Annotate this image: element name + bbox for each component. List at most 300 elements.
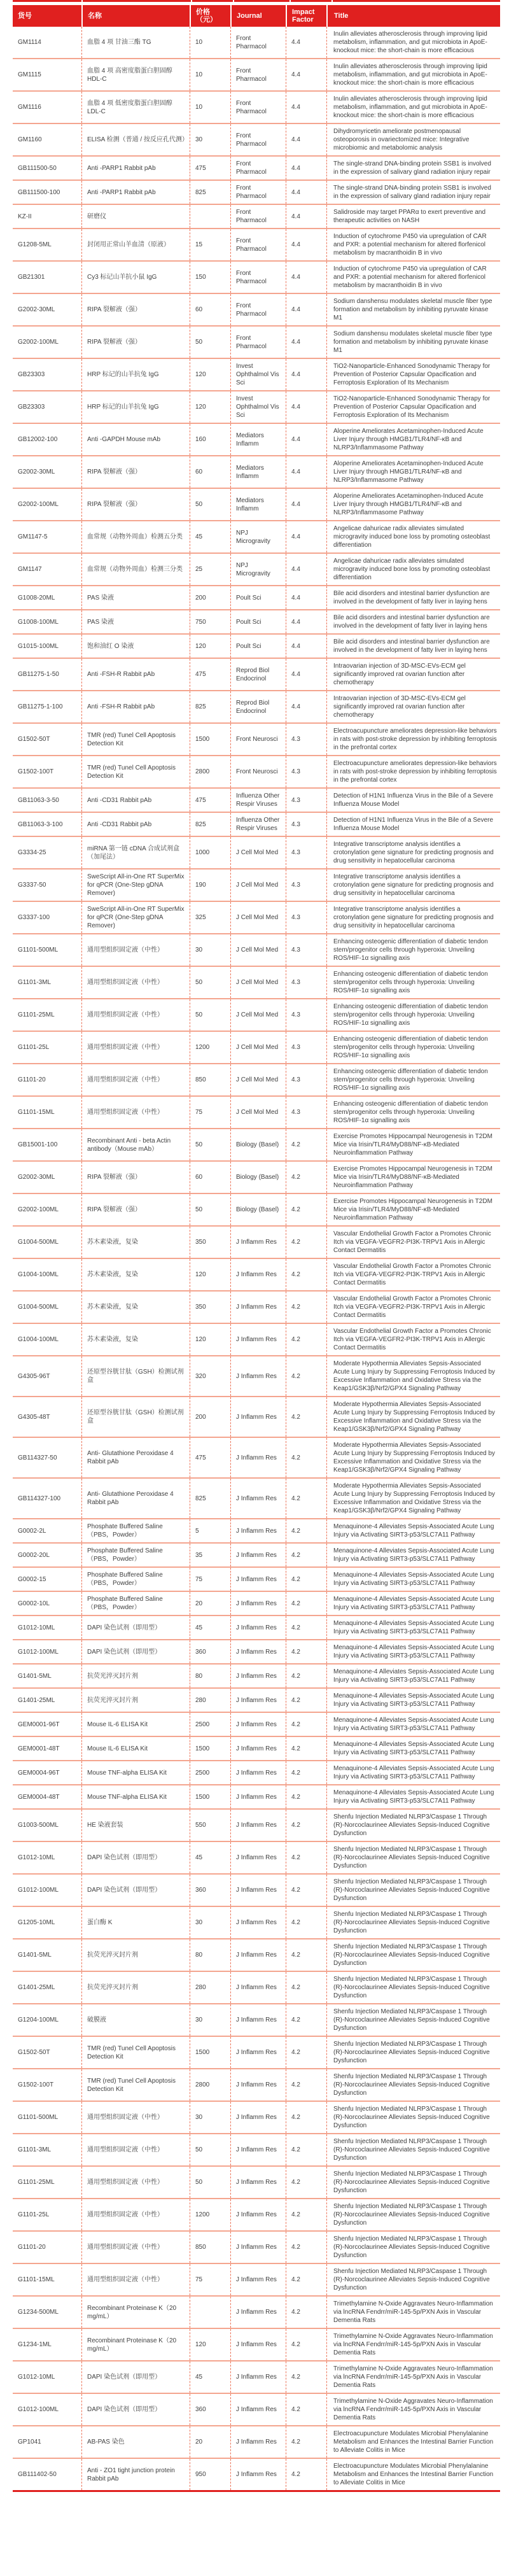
cell-name: DAPI 染色试剂（即用型） bbox=[81, 2394, 190, 2425]
cell-price: 30 bbox=[190, 934, 230, 966]
cell-title: Menaquinone-4 Alleviates Sepsis-Associated Acute Lung Injury via Activating SIRT3-p53/SLC7A11 Pathway bbox=[326, 1592, 500, 1615]
cell-name: TMR (red) Tunel Cell Apoptosis Detection Kit bbox=[81, 2069, 190, 2101]
cell-code: G2002-100ML bbox=[18, 339, 59, 346]
cell-journal: J Inflamm Res bbox=[230, 1907, 286, 1938]
top-border-segment bbox=[291, 0, 331, 2]
table-row bbox=[13, 2328, 500, 2360]
cell-name: 还原型谷胱甘肽（GSH）检测试剂盒 bbox=[81, 1397, 190, 1437]
cell-impact: 4.3 bbox=[286, 789, 326, 812]
cell-price: 75 bbox=[190, 1097, 230, 1128]
cell-journal: J Inflamm Res bbox=[230, 1713, 286, 1736]
cell-price: 20 bbox=[190, 1592, 230, 1615]
cell-impact: 4.2 bbox=[286, 1227, 326, 1258]
cell-title: Shenfu Injection Mediated NLRP3/Caspase 1 Through (R)-Norcoclaurinee Alleviates Sepsis-Induced Cognitive Dysfunction bbox=[326, 2037, 500, 2068]
cell-title: Enhancing osteogenic differentiation of diabetic tendon stem/progenitor cells through hyperoxia: Unveiling ROS/HIF-1α signalling axis bbox=[326, 1097, 500, 1128]
cell-impact: 4.2 bbox=[286, 2004, 326, 2036]
cell-title: Aloperine Ameliorates Acetaminophen-Induced Acute Liver Injury through HMGB1/TLR4/NF-κB and NLRP3/Inflammasome Pathway bbox=[326, 456, 500, 488]
cell-journal: Front Neurosci bbox=[230, 756, 286, 787]
cell-title: Menaquinone-4 Alleviates Sepsis-Associated Acute Lung Injury via Activating SIRT3-p53/SLC7A11 Pathway bbox=[326, 1519, 500, 1542]
cell-journal: Front Pharmacol bbox=[230, 327, 286, 358]
cell-name: Mouse IL-6 ELISA Kit bbox=[81, 1713, 190, 1736]
cell-code: G1101-15ML bbox=[18, 2276, 55, 2283]
cell-price: 45 bbox=[190, 1842, 230, 1873]
cell-title: Enhancing osteogenic differentiation of diabetic tendon stem/progenitor cells through hyperoxia: Unveiling ROS/HIF-1α signalling axis bbox=[326, 999, 500, 1031]
table-row bbox=[13, 293, 500, 325]
cell-impact: 4.3 bbox=[286, 999, 326, 1031]
cell-code: G1502-100T bbox=[18, 768, 54, 775]
table-row bbox=[13, 2458, 500, 2490]
cell-title: Menaquinone-4 Alleviates Sepsis-Associated Acute Lung Injury via Activating SIRT3-p53/SLC7A11 Pathway bbox=[326, 1761, 500, 1784]
cell-title: Shenfu Injection Mediated NLRP3/Caspase 1 Through (R)-Norcoclaurinee Alleviates Sepsis-Induced Cognitive Dysfunction bbox=[326, 1810, 500, 1841]
cell-impact: 4.4 bbox=[286, 610, 326, 633]
cell-code: G1502-50T bbox=[18, 2049, 50, 2056]
table-row bbox=[13, 58, 500, 90]
cell-journal: J Inflamm Res bbox=[230, 1397, 286, 1437]
cell-impact: 4.4 bbox=[286, 59, 326, 90]
table-row bbox=[13, 1873, 500, 1906]
cell-price: 850 bbox=[190, 1064, 230, 1095]
cell-impact: 4.2 bbox=[286, 1129, 326, 1160]
cell-impact: 4.4 bbox=[286, 635, 326, 658]
cell-code: GB111500-100 bbox=[18, 188, 60, 196]
cell-impact: 4.2 bbox=[286, 1592, 326, 1615]
table-row bbox=[13, 933, 500, 966]
cell-price bbox=[190, 2297, 230, 2328]
cell-journal: J Inflamm Res bbox=[230, 2329, 286, 2360]
cell-impact: 4.2 bbox=[286, 1438, 326, 1477]
table-row bbox=[13, 1591, 500, 1615]
cell-journal: J Cell Mol Med bbox=[230, 902, 286, 933]
table-row bbox=[13, 690, 500, 722]
cell-title: Shenfu Injection Mediated NLRP3/Caspase 1 Through (R)-Norcoclaurinee Alleviates Sepsis-Induced Cognitive Dysfunction bbox=[326, 2232, 500, 2263]
table-row bbox=[13, 260, 500, 293]
cell-impact: 4.3 bbox=[286, 724, 326, 755]
cell-name: DAPI 染色试剂（即用型） bbox=[81, 1842, 190, 1873]
cell-code: G1012-100ML bbox=[18, 1648, 59, 1656]
cell-title: Salidroside may target PPARα to exert preventive and therapeutic activities on NASH bbox=[326, 205, 500, 228]
cell-price: 80 bbox=[190, 1665, 230, 1687]
cell-code: G2002-30ML bbox=[18, 468, 55, 475]
cell-name: TMR (red) Tunel Cell Apoptosis Detection Kit bbox=[81, 2037, 190, 2068]
cell-code: G1401-5ML bbox=[18, 1952, 52, 1959]
cell-price: 1500 bbox=[190, 2037, 230, 2068]
cell-impact: 4.2 bbox=[286, 2167, 326, 2198]
cell-impact: 4.2 bbox=[286, 1397, 326, 1437]
cell-title: Sodium danshensu modulates skeletal muscle fiber type formation and metabolism by inhibiting pyruvate kinase M1 bbox=[326, 327, 500, 358]
cell-impact: 4.4 bbox=[286, 554, 326, 585]
cell-journal: J Cell Mol Med bbox=[230, 1097, 286, 1128]
cell-code: G0002-15 bbox=[18, 1575, 46, 1583]
cell-code: G1004-500ML bbox=[18, 1239, 59, 1246]
cell-name: 血脂 4 项 低密度脂蛋白胆固醇 LDL-C bbox=[81, 92, 190, 123]
cell-name: 饱和油红 O 染液 bbox=[81, 635, 190, 658]
cell-name: 苏木素染液，复染 bbox=[81, 1292, 190, 1323]
cell-impact: 4.3 bbox=[286, 967, 326, 998]
cell-journal: Reprod Biol Endocrinol bbox=[230, 659, 286, 690]
cell-price: 2500 bbox=[190, 1761, 230, 1784]
cell-journal: J Inflamm Res bbox=[230, 2426, 286, 2458]
cell-impact: 4.2 bbox=[286, 1689, 326, 1712]
table-row bbox=[13, 155, 500, 179]
column-header-name: 名称 bbox=[81, 5, 190, 27]
cell-name: TMR (red) Tunel Cell Apoptosis Detection Kit bbox=[81, 756, 190, 787]
cell-price: 120 bbox=[190, 1259, 230, 1290]
cell-name: RIPA 裂解液（强） bbox=[81, 294, 190, 325]
cell-name: TMR (red) Tunel Cell Apoptosis Detection Kit bbox=[81, 724, 190, 755]
cell-name: 通用型组织固定液（中性） bbox=[81, 2167, 190, 2198]
cell-name: 通用型组织固定液（中性） bbox=[81, 2232, 190, 2263]
table-row bbox=[13, 1615, 500, 1639]
table-row bbox=[13, 123, 500, 155]
table-row bbox=[13, 2295, 500, 2328]
cell-code: G0002-20L bbox=[18, 1551, 50, 1559]
cell-impact: 4.2 bbox=[286, 2199, 326, 2230]
cell-impact: 4.2 bbox=[286, 2037, 326, 2068]
cell-title: Vascular Endothelial Growth Factor a Promotes Chronic Itch via VEGFA-VEGFR2-PI3K-TRPV1 Axis in Allergic Contact Dermatitis bbox=[326, 1292, 500, 1323]
table-row bbox=[13, 1323, 500, 1355]
cell-impact: 4.2 bbox=[286, 1875, 326, 1906]
table-row bbox=[13, 1193, 500, 1225]
cell-code: GB114327-50 bbox=[18, 1454, 57, 1461]
cell-name: 通用型组织固定液（中性） bbox=[81, 1064, 190, 1095]
cell-name: HE 染液套装 bbox=[81, 1810, 190, 1841]
cell-impact: 4.3 bbox=[286, 869, 326, 901]
cell-name: RIPA 裂解液（强） bbox=[81, 327, 190, 358]
cell-impact: 4.3 bbox=[286, 837, 326, 868]
cell-impact: 4.2 bbox=[286, 1810, 326, 1841]
cell-code: G1101-3ML bbox=[18, 979, 52, 986]
cell-price: 475 bbox=[190, 1438, 230, 1477]
cell-code: G1502-50T bbox=[18, 736, 50, 743]
cell-name: 苏木素染液，复染 bbox=[81, 1259, 190, 1290]
cell-title: Integrative transcriptome analysis identifies a crotonylation gene signature for predicting prognosis and drug sensitivity in hepatocellular carcinoma bbox=[326, 902, 500, 933]
cell-price: 120 bbox=[190, 1324, 230, 1355]
cell-price: 150 bbox=[190, 262, 230, 293]
cell-title: Detection of H1N1 Influenza Virus in the Bile of a Severe Influenza Mouse Model bbox=[326, 789, 500, 812]
cell-journal: Front Pharmacol bbox=[230, 229, 286, 260]
cell-impact: 4.2 bbox=[286, 1761, 326, 1784]
cell-title: Menaquinone-4 Alleviates Sepsis-Associated Acute Lung Injury via Activating SIRT3-p53/SLC7A11 Pathway bbox=[326, 1616, 500, 1639]
cell-price: 35 bbox=[190, 1544, 230, 1566]
cell-impact: 4.3 bbox=[286, 934, 326, 966]
table-row bbox=[13, 423, 500, 455]
table-row bbox=[13, 1290, 500, 1323]
table-row bbox=[13, 390, 500, 423]
cell-journal: Poult Sci bbox=[230, 586, 286, 609]
cell-impact: 4.2 bbox=[286, 2134, 326, 2165]
table-row bbox=[13, 2393, 500, 2425]
cell-title: Angelicae dahuricae radix alleviates simulated microgravity induced bone loss by promoting osteoblast differentiation bbox=[326, 554, 500, 585]
cell-journal: J Inflamm Res bbox=[230, 2232, 286, 2263]
cell-journal: Front Pharmacol bbox=[230, 27, 286, 58]
cell-price: 75 bbox=[190, 1568, 230, 1591]
cell-name: 抗荧光淬灭封片剂 bbox=[81, 1689, 190, 1712]
cell-name: 抗荧光淬灭封片剂 bbox=[81, 1972, 190, 2003]
cell-title: Exercise Promotes Hippocampal Neurogenesis in T2DM Mice via Irisin/TLR4/MyD88/NF-κB-Mediated Neuroinflammation Pathway bbox=[326, 1162, 500, 1193]
cell-code: GB12002-100 bbox=[18, 436, 58, 443]
cell-impact: 4.2 bbox=[286, 1972, 326, 2003]
cell-name: 封闭用正常山羊血清（原液） bbox=[81, 229, 190, 260]
table-row bbox=[13, 488, 500, 520]
cell-price: 50 bbox=[190, 1129, 230, 1160]
cell-impact: 4.4 bbox=[286, 521, 326, 553]
cell-title: Sodium danshensu modulates skeletal muscle fiber type formation and metabolism by inhibiting pyruvate kinase M1 bbox=[326, 294, 500, 325]
cell-journal: J Inflamm Res bbox=[230, 2102, 286, 2133]
cell-title: Bile acid disorders and intestinal barrier dysfunction are involved in the development of fatty liver in laying hens bbox=[326, 586, 500, 609]
cell-price: 825 bbox=[190, 691, 230, 722]
cell-journal: J Inflamm Res bbox=[230, 1665, 286, 1687]
table-row bbox=[13, 1396, 500, 1437]
cell-title: Menaquinone-4 Alleviates Sepsis-Associated Acute Lung Injury via Activating SIRT3-p53/SLC7A11 Pathway bbox=[326, 1665, 500, 1687]
cell-title: TiO2-Nanoparticle-Enhanced Sonodynamic Therapy for Prevention of Posterior Capsular Opacification and Ferroptosis Exploration of Its Mechanism bbox=[326, 359, 500, 390]
cell-code: G1101-500ML bbox=[18, 947, 59, 954]
cell-journal: J Cell Mol Med bbox=[230, 869, 286, 901]
cell-code: G1003-500ML bbox=[18, 1822, 59, 1829]
cell-price: 60 bbox=[190, 294, 230, 325]
table-row bbox=[13, 1128, 500, 1160]
cell-impact: 4.4 bbox=[286, 489, 326, 520]
column-header-price: 价格（元） bbox=[190, 5, 230, 27]
cell-journal: Invest Ophthalmol Vis Sci bbox=[230, 391, 286, 423]
cell-name: 血脂 4 项 甘油三酯 TG bbox=[81, 27, 190, 58]
cell-journal: J Inflamm Res bbox=[230, 1737, 286, 1760]
cell-price: 475 bbox=[190, 157, 230, 179]
cell-code: GM1116 bbox=[18, 104, 41, 111]
cell-name: 通用型组织固定液（中性） bbox=[81, 967, 190, 998]
table-row bbox=[13, 358, 500, 390]
cell-title: Vascular Endothelial Growth Factor a Promotes Chronic Itch via VEGFA-VEGFR2-PI3K-TRPV1 Axis in Allergic Contact Dermatitis bbox=[326, 1259, 500, 1290]
cell-journal: Front Neurosci bbox=[230, 724, 286, 755]
column-header-impact-factor: Impact Factor bbox=[286, 5, 326, 27]
table-row bbox=[13, 1639, 500, 1663]
cell-code: GB11063-3-50 bbox=[18, 796, 59, 804]
cell-title: Shenfu Injection Mediated NLRP3/Caspase 1 Through (R)-Norcoclaurinee Alleviates Sepsis-Induced Cognitive Dysfunction bbox=[326, 2069, 500, 2101]
table-row bbox=[13, 966, 500, 998]
cell-price: 750 bbox=[190, 610, 230, 633]
cell-price: 825 bbox=[190, 181, 230, 204]
cell-title: Dihydromyricetin ameliorate postmenopausal osteoporosis in ovariectomized mice: Integrative microbiomic and metabolomic analysis bbox=[326, 124, 500, 155]
cell-code: G1208-5ML bbox=[18, 241, 52, 248]
table-row bbox=[13, 1031, 500, 1063]
cell-price: 30 bbox=[190, 1907, 230, 1938]
cell-price: 10 bbox=[190, 92, 230, 123]
table-row bbox=[13, 787, 500, 812]
cell-journal: J Inflamm Res bbox=[230, 1479, 286, 1518]
cell-price: 80 bbox=[190, 1939, 230, 1971]
cell-name: 通用型组织固定液（中性） bbox=[81, 1097, 190, 1128]
cell-price: 45 bbox=[190, 2361, 230, 2393]
cell-code: G1012-10ML bbox=[18, 2374, 55, 2381]
cell-journal: J Cell Mol Med bbox=[230, 934, 286, 966]
cell-title: Angelicae dahuricae radix alleviates simulated microgravity induced bone loss by promoting osteoblast differentiation bbox=[326, 521, 500, 553]
cell-title: TiO2-Nanoparticle-Enhanced Sonodynamic Therapy for Prevention of Posterior Capsular Opacification and Ferroptosis Exploration of Its Mechanism bbox=[326, 391, 500, 423]
cell-name: Mouse TNF-alpha ELISA Kit bbox=[81, 1761, 190, 1784]
cell-impact: 4.4 bbox=[286, 27, 326, 58]
cell-price: 120 bbox=[190, 635, 230, 658]
cell-title: Shenfu Injection Mediated NLRP3/Caspase 1 Through (R)-Norcoclaurinee Alleviates Sepsis-Induced Cognitive Dysfunction bbox=[326, 1939, 500, 1971]
cell-name: Anti -CD31 Rabbit pAb bbox=[81, 789, 190, 812]
cell-price: 1200 bbox=[190, 2199, 230, 2230]
cell-price: 2800 bbox=[190, 756, 230, 787]
cell-title: Integrative transcriptome analysis identifies a crotonylation gene signature for predicting prognosis and drug sensitivity in hepatocellular carcinoma bbox=[326, 869, 500, 901]
cell-journal: Front Pharmacol bbox=[230, 92, 286, 123]
cell-title: Shenfu Injection Mediated NLRP3/Caspase 1 Through (R)-Norcoclaurinee Alleviates Sepsis-Induced Cognitive Dysfunction bbox=[326, 1972, 500, 2003]
cell-price: 1500 bbox=[190, 1737, 230, 1760]
cell-impact: 4.2 bbox=[286, 2329, 326, 2360]
table-row bbox=[13, 2230, 500, 2263]
cell-impact: 4.4 bbox=[286, 92, 326, 123]
cell-journal: J Inflamm Res bbox=[230, 2297, 286, 2328]
cell-price: 550 bbox=[190, 1810, 230, 1841]
cell-title: Menaquinone-4 Alleviates Sepsis-Associated Acute Lung Injury via Activating SIRT3-p53/SLC7A11 Pathway bbox=[326, 1640, 500, 1663]
cell-title: Enhancing osteogenic differentiation of diabetic tendon stem/progenitor cells through hyperoxia: Unveiling ROS/HIF-1α signalling axis bbox=[326, 967, 500, 998]
cell-name: Cy3 标记山羊抗小鼠 IgG bbox=[81, 262, 190, 293]
cell-name: miRNA 第一链 cDNA 合成试剂盒（加尾法） bbox=[81, 837, 190, 868]
table-row bbox=[13, 901, 500, 933]
cell-code: G1204-100ML bbox=[18, 2016, 59, 2023]
cell-impact: 4.2 bbox=[286, 1568, 326, 1591]
cell-journal: J Inflamm Res bbox=[230, 1939, 286, 1971]
cell-name: DAPI 染色试剂（即用型） bbox=[81, 1616, 190, 1639]
cell-price: 30 bbox=[190, 2004, 230, 2036]
cell-impact: 4.4 bbox=[286, 659, 326, 690]
table-row bbox=[13, 27, 500, 58]
cell-code: G1101-500ML bbox=[18, 2114, 59, 2121]
table-body bbox=[13, 27, 500, 2492]
cell-price: 120 bbox=[190, 359, 230, 390]
cell-name: 通用型组织固定液（中性） bbox=[81, 2102, 190, 2133]
cell-impact: 4.4 bbox=[286, 229, 326, 260]
cell-journal: J Inflamm Res bbox=[230, 2004, 286, 2036]
table-row bbox=[13, 2101, 500, 2133]
table-row bbox=[13, 1687, 500, 1712]
cell-name: AB-PAS 染色 bbox=[81, 2426, 190, 2458]
cell-name: RIPA 裂解液（强） bbox=[81, 456, 190, 488]
cell-journal: J Cell Mol Med bbox=[230, 837, 286, 868]
table-row bbox=[13, 998, 500, 1031]
cell-price: 325 bbox=[190, 902, 230, 933]
cell-name: 抗荧光淬灭封片剂 bbox=[81, 1665, 190, 1687]
table-row bbox=[13, 722, 500, 755]
cell-impact: 4.2 bbox=[286, 2459, 326, 2490]
cell-journal: J Inflamm Res bbox=[230, 2037, 286, 2068]
table-row bbox=[13, 1712, 500, 1736]
cell-title: Trimethylamine N-Oxide Aggravates Neuro-Inflammation via lncRNA Fendrr/miR-145-5p/PXN Axis in Vascular Dementia Rats bbox=[326, 2329, 500, 2360]
cell-journal: J Inflamm Res bbox=[230, 2134, 286, 2165]
cell-name: RIPA 裂解液（强） bbox=[81, 489, 190, 520]
cell-title: Moderate Hypothermia Alleviates Sepsis-Associated Acute Lung Injury by Suppressing Ferroptosis Induced by Excessive Inflammation and Oxidative Stress via the Keap1/GSK3β/Nrf2/GPX4 Signaling Pathway bbox=[326, 1479, 500, 1518]
cell-code: G1101-25ML bbox=[18, 2179, 55, 2186]
cell-impact: 4.2 bbox=[286, 1259, 326, 1290]
cell-journal: Reprod Biol Endocrinol bbox=[230, 691, 286, 722]
cell-code: G4305-48T bbox=[18, 1413, 50, 1421]
table-row bbox=[13, 520, 500, 553]
cell-price: 475 bbox=[190, 789, 230, 812]
cell-title: Shenfu Injection Mediated NLRP3/Caspase 1 Through (R)-Norcoclaurinee Alleviates Sepsis-Induced Cognitive Dysfunction bbox=[326, 2004, 500, 2036]
cell-code: G0002-2L bbox=[18, 1527, 46, 1535]
cell-impact: 4.2 bbox=[286, 2232, 326, 2263]
cell-title: Shenfu Injection Mediated NLRP3/Caspase 1 Through (R)-Norcoclaurinee Alleviates Sepsis-Induced Cognitive Dysfunction bbox=[326, 1907, 500, 1938]
cell-code: G3337-100 bbox=[18, 914, 50, 921]
table-row bbox=[13, 2003, 500, 2036]
cell-code: GB11063-3-100 bbox=[18, 820, 63, 828]
cell-journal: J Inflamm Res bbox=[230, 1568, 286, 1591]
cell-code: G1401-25ML bbox=[18, 1696, 55, 1704]
cell-price: 30 bbox=[190, 124, 230, 155]
cell-title: Shenfu Injection Mediated NLRP3/Caspase 1 Through (R)-Norcoclaurinee Alleviates Sepsis-Induced Cognitive Dysfunction bbox=[326, 2134, 500, 2165]
cell-price: 20 bbox=[190, 2426, 230, 2458]
cell-journal: NPJ Microgravity bbox=[230, 554, 286, 585]
cell-title: Trimethylamine N-Oxide Aggravates Neuro-Inflammation via lncRNA Fendrr/miR-145-5p/PXN Axis in Vascular Dementia Rats bbox=[326, 2394, 500, 2425]
cell-name: SweScript All-in-One RT SuperMix for qPCR (One-Step gDNA Remover) bbox=[81, 902, 190, 933]
cell-journal: J Inflamm Res bbox=[230, 1810, 286, 1841]
cell-code: GB23303 bbox=[18, 371, 45, 378]
cell-code: GEM0001-48T bbox=[18, 1745, 60, 1752]
cell-name: Phosphate Buffered Saline（PBS，Powder） bbox=[81, 1568, 190, 1591]
cell-name: Anti- Glutathione Peroxidase 4 Rabbit pAb bbox=[81, 1438, 190, 1477]
cell-journal: J Cell Mol Med bbox=[230, 999, 286, 1031]
table-row bbox=[13, 1518, 500, 1542]
cell-title: Bile acid disorders and intestinal barrier dysfunction are involved in the development of fatty liver in laying hens bbox=[326, 610, 500, 633]
table-row bbox=[13, 1258, 500, 1290]
table-row bbox=[13, 1736, 500, 1760]
cell-code: GB21301 bbox=[18, 274, 45, 281]
cell-name: Recombinant Proteinase K（20 mg/mL） bbox=[81, 2329, 190, 2360]
cell-impact: 4.4 bbox=[286, 181, 326, 204]
cell-code: G1502-100T bbox=[18, 2081, 54, 2088]
cell-price: 1000 bbox=[190, 837, 230, 868]
cell-journal: J Inflamm Res bbox=[230, 1842, 286, 1873]
cell-name: 通用型组织固定液（中性） bbox=[81, 934, 190, 966]
cell-journal: J Inflamm Res bbox=[230, 1875, 286, 1906]
cell-journal: Influenza Other Respir Viruses bbox=[230, 789, 286, 812]
cell-journal: Biology (Basel) bbox=[230, 1194, 286, 1225]
cell-journal: J Cell Mol Med bbox=[230, 967, 286, 998]
cell-code: G2002-100ML bbox=[18, 501, 59, 508]
cell-code: G1101-25L bbox=[18, 2211, 50, 2218]
cell-name: 血脂 4 项 高密度脂蛋白胆固醇 HDL-C bbox=[81, 59, 190, 90]
cell-title: Intraovarian injection of 3D-MSC-EVs-ECM gel significantly improved rat ovarian function after chemotherapy bbox=[326, 691, 500, 722]
cell-code: GB111500-50 bbox=[18, 164, 57, 172]
cell-code: G1401-25ML bbox=[18, 1984, 55, 1991]
cell-name: Phosphate Buffered Saline（PBS，Powder） bbox=[81, 1544, 190, 1566]
cell-impact: 4.2 bbox=[286, 1665, 326, 1687]
cell-price: 1200 bbox=[190, 1032, 230, 1063]
cell-price: 360 bbox=[190, 2394, 230, 2425]
cell-title: Enhancing osteogenic differentiation of diabetic tendon stem/progenitor cells through hyperoxia: Unveiling ROS/HIF-1α signalling axis bbox=[326, 934, 500, 966]
cell-name: Mouse IL-6 ELISA Kit bbox=[81, 1737, 190, 1760]
cell-journal: J Inflamm Res bbox=[230, 1292, 286, 1323]
cell-code: G1012-10ML bbox=[18, 1854, 55, 1861]
cell-impact: 4.2 bbox=[286, 1713, 326, 1736]
cell-price: 280 bbox=[190, 1972, 230, 2003]
cell-name: RIPA 裂解液（强） bbox=[81, 1162, 190, 1193]
cell-impact: 4.2 bbox=[286, 1737, 326, 1760]
table-row bbox=[13, 90, 500, 123]
cell-name: 血常规（动物外周血）检测三分类 bbox=[81, 554, 190, 585]
cell-title: Enhancing osteogenic differentiation of diabetic tendon stem/progenitor cells through hyperoxia: Unveiling ROS/HIF-1α signalling axis bbox=[326, 1064, 500, 1095]
cell-code: G1234-1ML bbox=[18, 2341, 52, 2348]
cell-journal: Poult Sci bbox=[230, 610, 286, 633]
table-row bbox=[13, 1477, 500, 1518]
table-row bbox=[13, 1760, 500, 1784]
cell-title: Menaquinone-4 Alleviates Sepsis-Associated Acute Lung Injury via Activating SIRT3-p53/SLC7A11 Pathway bbox=[326, 1689, 500, 1712]
cell-impact: 4.2 bbox=[286, 1785, 326, 1808]
cell-name: ELISA 检测（普通 / 按反应孔代测） bbox=[81, 124, 190, 155]
table-row bbox=[13, 585, 500, 609]
cell-price: 1500 bbox=[190, 724, 230, 755]
cell-journal: J Inflamm Res bbox=[230, 1761, 286, 1784]
